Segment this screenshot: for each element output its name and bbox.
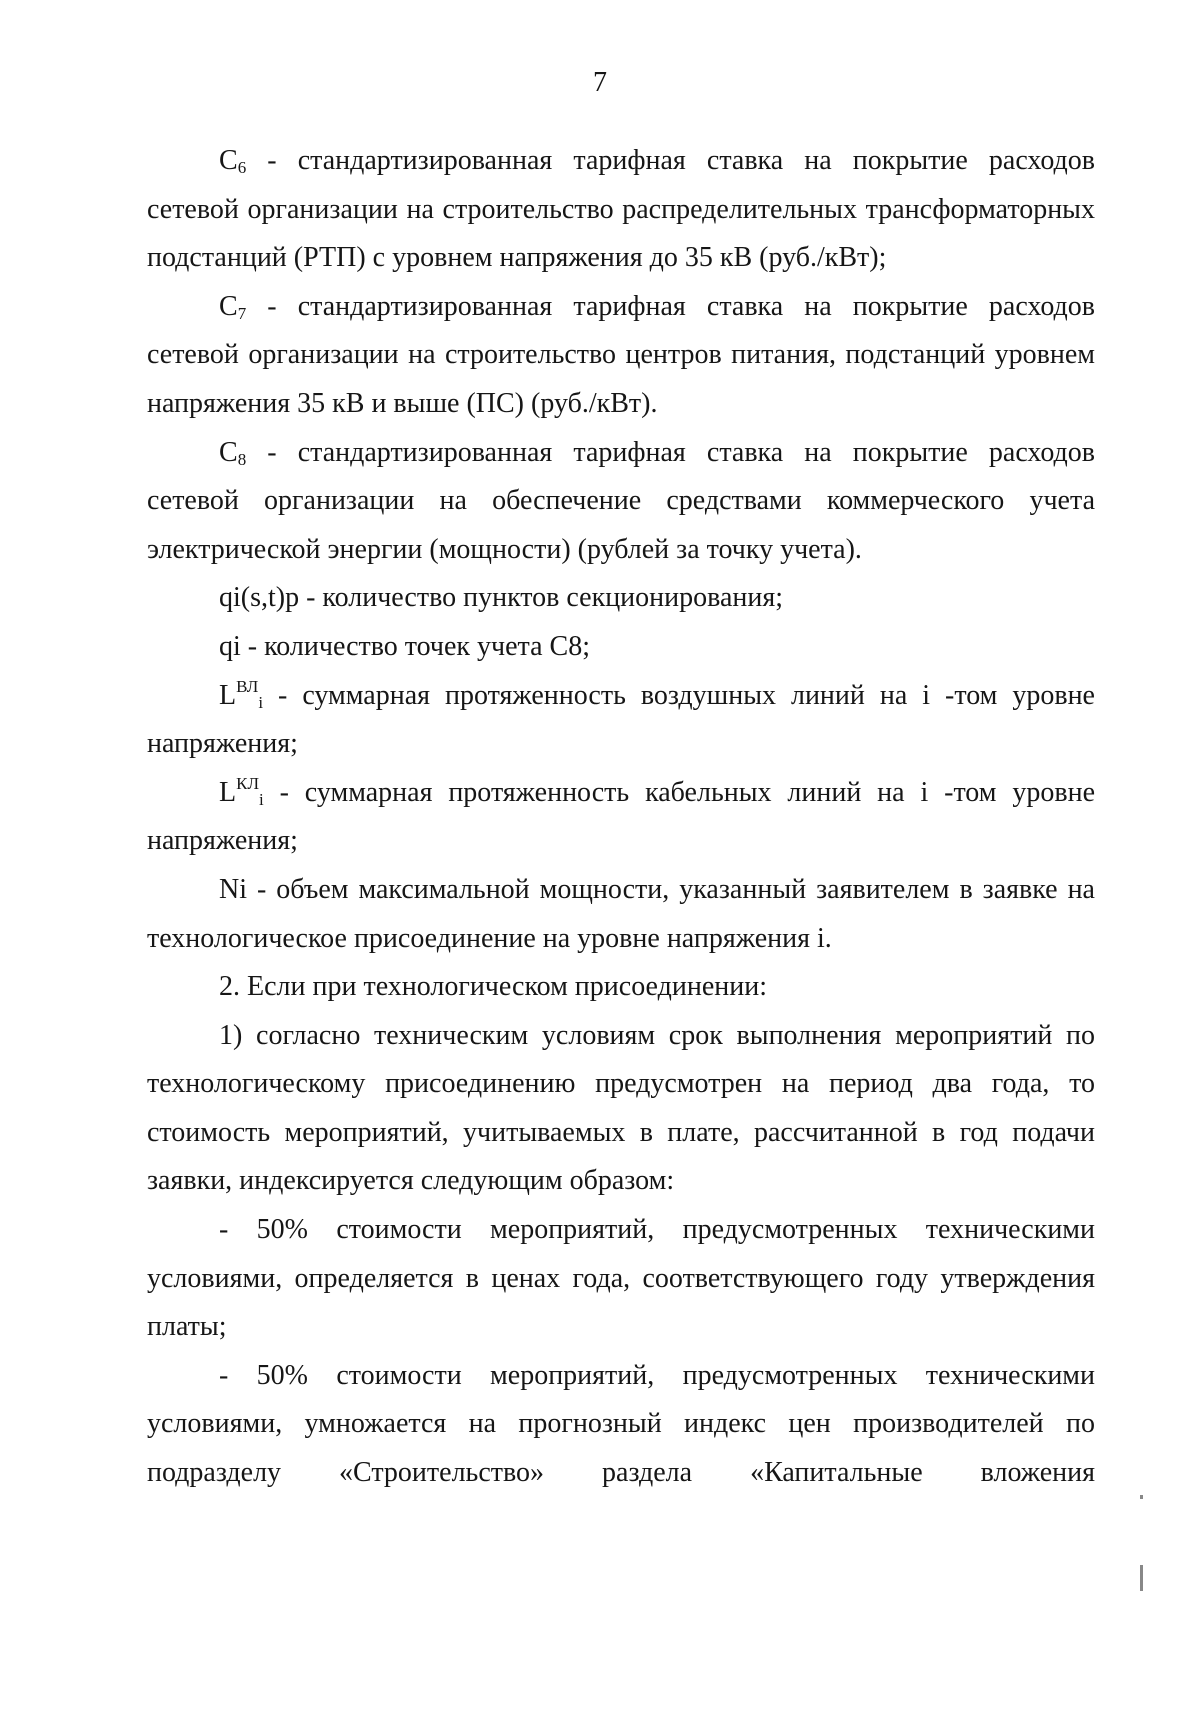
paragraph-item-2-1: 1) согласно техническим условиям срок выполнения мероприятий по технологическому присоединению предусмотрен на период два года, то стоимость мероприятий, учитываемых в плате, рассчитанной в год подачи заявки, индексируется следующим образом: [147, 1019, 1095, 1197]
paragraph-item-2: 2. Если при технологическом присоединении: [219, 971, 767, 1003]
paragraph-dash-2: - 50% стоимости мероприятий, предусмотренных техническими условиями, умножается на прогнозный индекс цен производителей по подразделу «Строительство» раздела «Капитальные вложения [147, 1359, 1095, 1489]
symbol-c7: $C_7$ [219, 290, 247, 323]
paragraph-c6: $C_6$ - стандартизированная тарифная ставка на покрытие расходов сетевой организации на строительство распределительных трансформаторных подстанций (РТП) с уровнем напряжения до 35 кВ (руб./кВт); [147, 145, 1095, 274]
page-number: 7 [593, 67, 607, 98]
document-body [147, 137, 1095, 1498]
symbol-c8: $C_8$ [219, 436, 247, 469]
scan-mark [1140, 1565, 1143, 1591]
paragraph-dash-1: - 50% стоимости мероприятий, предусмотренных техническими условиями, определяется в ценах года, соответствующего году утверждения платы; [147, 1214, 1095, 1343]
paragraph-c8: $C_8$ - стандартизированная тарифная ставка на покрытие расходов сетевой организации на обеспечение средствами коммерческого учета электрической энергии (мощности) (рублей за точку учета). [147, 436, 1095, 565]
paragraph-qi-stp: qi(s,t)p - количество пунктов секционирования; [219, 582, 784, 614]
scan-mark [1140, 1495, 1143, 1499]
paragraph-qi: qi - количество точек учета С8; [219, 630, 590, 662]
symbol-l-vl: $L^{ВЛ}_i$ [219, 676, 264, 712]
paragraph-ni: Ni - объем максимальной мощности, указанный заявителем в заявке на технологическое присоединение на уровне напряжения i. [147, 873, 1095, 954]
symbol-l-kl: $L^{КЛ}_i$ [219, 773, 264, 809]
paragraph-l-vl: $L^{ВЛ}_i$ - суммарная протяженность воздушных линий на i -том уровне напряжения; [147, 676, 1095, 760]
symbol-c6: $C_6$ [219, 145, 247, 177]
paragraph-l-kl: $L^{КЛ}_i$ - суммарная протяженность кабельных линий на i -том уровне напряжения; [147, 773, 1095, 857]
paragraph-c7: $C_7$ - стандартизированная тарифная ставка на покрытие расходов сетевой организации на строительство центров питания, подстанций уровнем напряжения 35 кВ и выше (ПС) (руб./кВт). [147, 290, 1095, 419]
